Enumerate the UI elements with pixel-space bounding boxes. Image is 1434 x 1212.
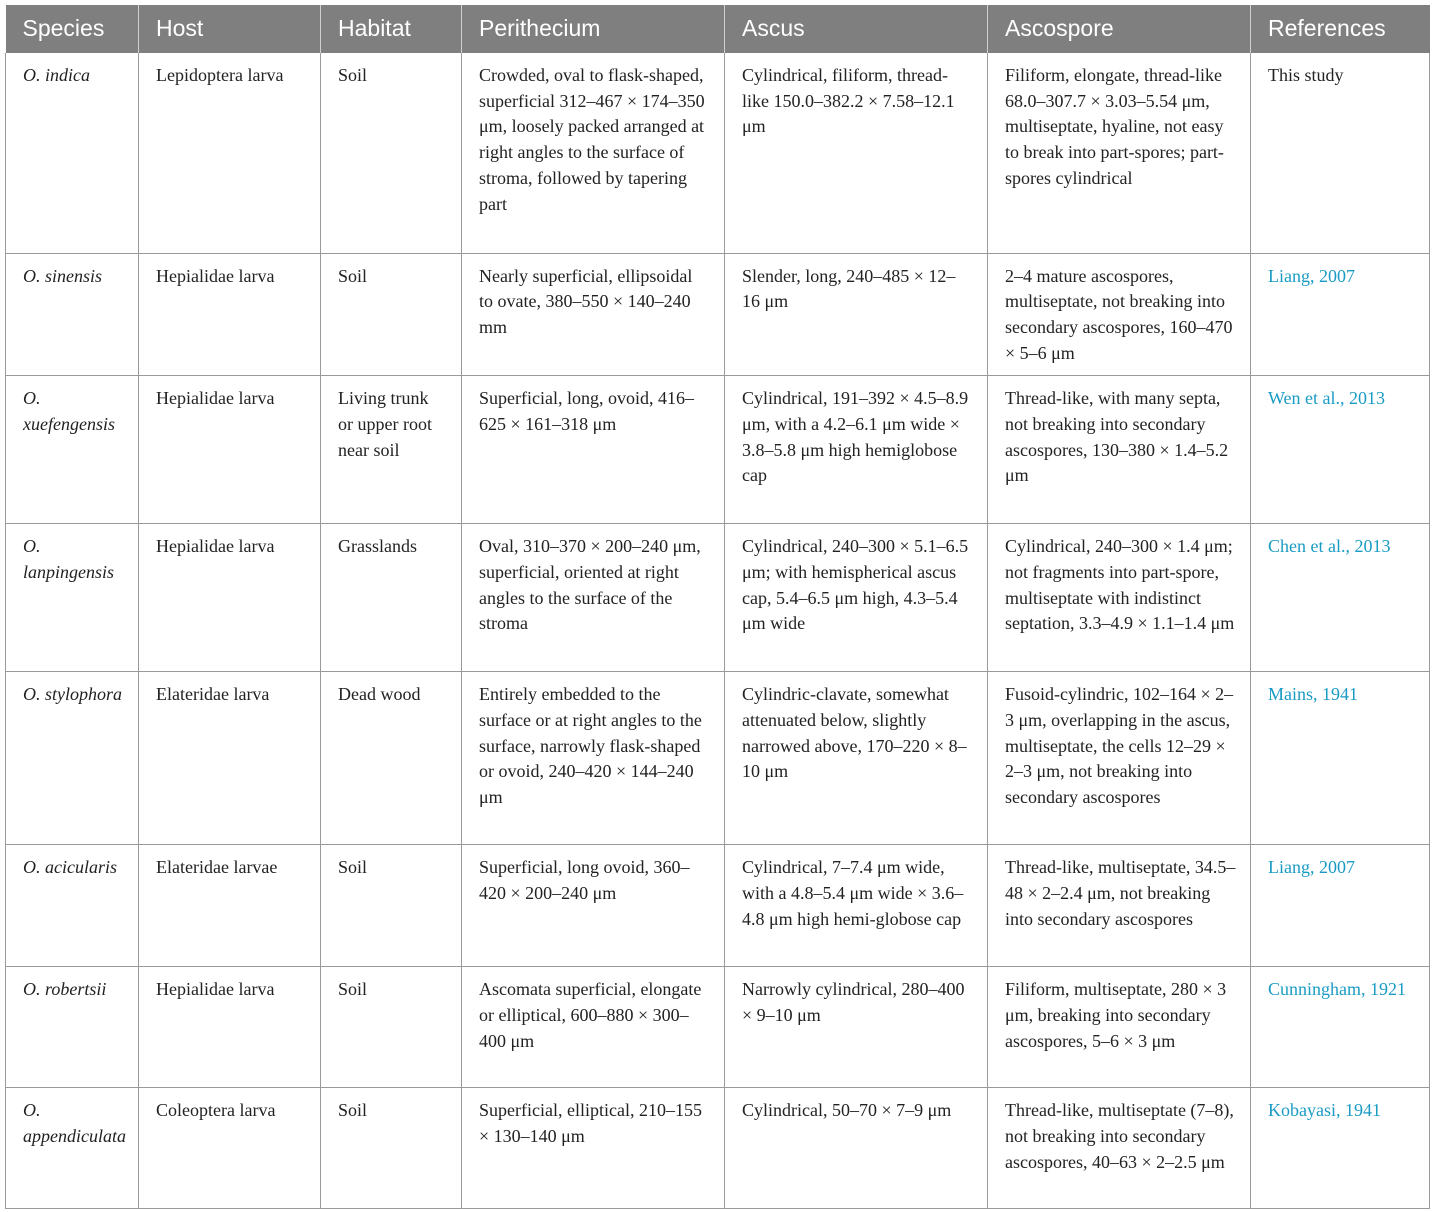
table-row — [6, 967, 1430, 1088]
habitat-cell: Grasslands — [321, 524, 462, 672]
ascospore-cell: Thread-like, with many septa, not breaking into secondary ascospores, 130–380 × 1.4–5.2 μm — [988, 376, 1251, 524]
ascus-cell: Cylindric-clavate, somewhat attenuated below, slightly narrowed above, 170–220 × 8–10 μm — [725, 672, 988, 845]
perithecium-cell: Nearly superficial, ellipsoidal to ovate, 380–550 × 140–240 mm — [462, 253, 725, 376]
species-cell: O. sinensis — [6, 253, 139, 376]
reference-text: This study — [1268, 65, 1344, 85]
species-cell: O. stylophora — [6, 672, 139, 845]
habitat-cell: Soil — [321, 845, 462, 967]
column-header-ascospore: Ascospore — [988, 5, 1251, 53]
reference-link[interactable]: Kobayasi, 1941 — [1268, 1100, 1381, 1121]
table-row — [6, 845, 1430, 967]
reference-link[interactable]: Cunningham, 1921 — [1268, 979, 1406, 1000]
column-header-species: Species — [6, 5, 139, 53]
ascospore-cell: Thread-like, multiseptate, 34.5–48 × 2–2.4 μm, not breaking into secondary ascospores — [988, 845, 1251, 967]
host-cell: Hepialidae larva — [139, 524, 321, 672]
habitat-cell: Soil — [321, 53, 462, 253]
reference-cell — [1251, 845, 1430, 967]
reference-cell — [1251, 376, 1430, 524]
reference-cell — [1251, 967, 1430, 1088]
habitat-cell: Living trunk or upper root near soil — [321, 376, 462, 524]
reference-cell — [1251, 1088, 1430, 1209]
species-cell: O. lanpingensis — [6, 524, 139, 672]
table-row — [6, 1088, 1430, 1209]
ascus-cell: Cylindrical, filiform, thread-like 150.0–382.2 × 7.58–12.1 μm — [725, 53, 988, 253]
ascospore-cell: 2–4 mature ascospores, multiseptate, not breaking into secondary ascospores, 160–470 × 5–6 μm — [988, 253, 1251, 376]
species-cell: O. xuefengensis — [6, 376, 139, 524]
table-row — [6, 376, 1430, 524]
reference-link[interactable]: Wen et al., 2013 — [1268, 388, 1386, 409]
column-header-ascus: Ascus — [725, 5, 988, 53]
habitat-cell: Soil — [321, 967, 462, 1088]
table-row — [6, 524, 1430, 672]
species-comparison-table — [5, 5, 1430, 1209]
habitat-cell: Dead wood — [321, 672, 462, 845]
header-row — [6, 5, 1430, 53]
reference-link[interactable]: Liang, 2007 — [1268, 265, 1355, 286]
habitat-cell: Soil — [321, 1088, 462, 1209]
ascospore-cell: Cylindrical, 240–300 × 1.4 μm; not fragments into part-spore, multiseptate with indistinct septation, 3.3–4.9 × 1.1–1.4 μm — [988, 524, 1251, 672]
perithecium-cell: Superficial, long, ovoid, 416–625 × 161–318 μm — [462, 376, 725, 524]
ascus-cell: Cylindrical, 240–300 × 5.1–6.5 μm; with hemispherical ascus cap, 5.4–6.5 μm high, 4.3–5.4 μm wide — [725, 524, 988, 672]
ascus-cell: Cylindrical, 7–7.4 μm wide, with a 4.8–5.4 μm wide × 3.6–4.8 μm high hemi-globose cap — [725, 845, 988, 967]
species-cell: O. appendiculata — [6, 1088, 139, 1209]
species-cell: O. indica — [6, 53, 139, 253]
ascospore-cell: Thread-like, multiseptate (7–8), not breaking into secondary ascospores, 40–63 × 2–2.5 μm — [988, 1088, 1251, 1209]
ascus-cell: Slender, long, 240–485 × 12–16 μm — [725, 253, 988, 376]
reference-link[interactable]: Chen et al., 2013 — [1268, 536, 1391, 557]
ascospore-cell: Filiform, elongate, thread-like 68.0–307.7 × 3.03–5.54 μm, multiseptate, hyaline, not easy to break into part-spores; part-spores cylindrical — [988, 53, 1251, 253]
ascus-cell: Narrowly cylindrical, 280–400 × 9–10 μm — [725, 967, 988, 1088]
perithecium-cell: Ascomata superficial, elongate or elliptical, 600–880 × 300– 400 μm — [462, 967, 725, 1088]
table-row — [6, 253, 1430, 376]
species-cell: O. robertsii — [6, 967, 139, 1088]
host-cell: Hepialidae larva — [139, 253, 321, 376]
ascospore-cell: Filiform, multiseptate, 280 × 3 μm, breaking into secondary ascospores, 5–6 × 3 μm — [988, 967, 1251, 1088]
column-header-host: Host — [139, 5, 321, 53]
table-row — [6, 672, 1430, 845]
host-cell: Elateridae larva — [139, 672, 321, 845]
perithecium-cell: Superficial, long ovoid, 360–420 × 200–240 μm — [462, 845, 725, 967]
reference-link[interactable]: Liang, 2007 — [1268, 857, 1355, 878]
ascus-cell: Cylindrical, 191–392 × 4.5–8.9 μm, with a 4.2–6.1 μm wide × 3.8–5.8 μm high hemiglobose cap — [725, 376, 988, 524]
ascus-cell: Cylindrical, 50–70 × 7–9 μm — [725, 1088, 988, 1209]
reference-cell — [1251, 672, 1430, 845]
perithecium-cell: Crowded, oval to flask-shaped, superficial 312–467 × 174–350 μm, loosely packed arranged at right angles to the surface of stroma, followed by tapering part — [462, 53, 725, 253]
table-header — [6, 5, 1430, 53]
reference-cell — [1251, 253, 1430, 376]
column-header-perithecium: Perithecium — [462, 5, 725, 53]
table-body — [6, 53, 1430, 1209]
host-cell: Coleoptera larva — [139, 1088, 321, 1209]
column-header-references: References — [1251, 5, 1430, 53]
host-cell: Hepialidae larva — [139, 376, 321, 524]
ascospore-cell: Fusoid-cylindric, 102–164 × 2–3 μm, overlapping in the ascus, multiseptate, the cells 12–29 × 2–3 μm, not breaking into secondary ascospores — [988, 672, 1251, 845]
perithecium-cell: Entirely embedded to the surface or at right angles to the surface, narrowly flask-shaped or ovoid, 240–420 × 144–240 μm — [462, 672, 725, 845]
habitat-cell: Soil — [321, 253, 462, 376]
reference-cell — [1251, 524, 1430, 672]
host-cell: Elateridae larvae — [139, 845, 321, 967]
host-cell: Lepidoptera larva — [139, 53, 321, 253]
perithecium-cell: Oval, 310–370 × 200–240 μm, superficial, oriented at right angles to the surface of the stroma — [462, 524, 725, 672]
reference-link[interactable]: Mains, 1941 — [1268, 684, 1358, 705]
perithecium-cell: Superficial, elliptical, 210–155 × 130–140 μm — [462, 1088, 725, 1209]
table-row — [6, 53, 1430, 253]
reference-cell — [1251, 53, 1430, 253]
column-header-habitat: Habitat — [321, 5, 462, 53]
species-cell: O. acicularis — [6, 845, 139, 967]
host-cell: Hepialidae larva — [139, 967, 321, 1088]
